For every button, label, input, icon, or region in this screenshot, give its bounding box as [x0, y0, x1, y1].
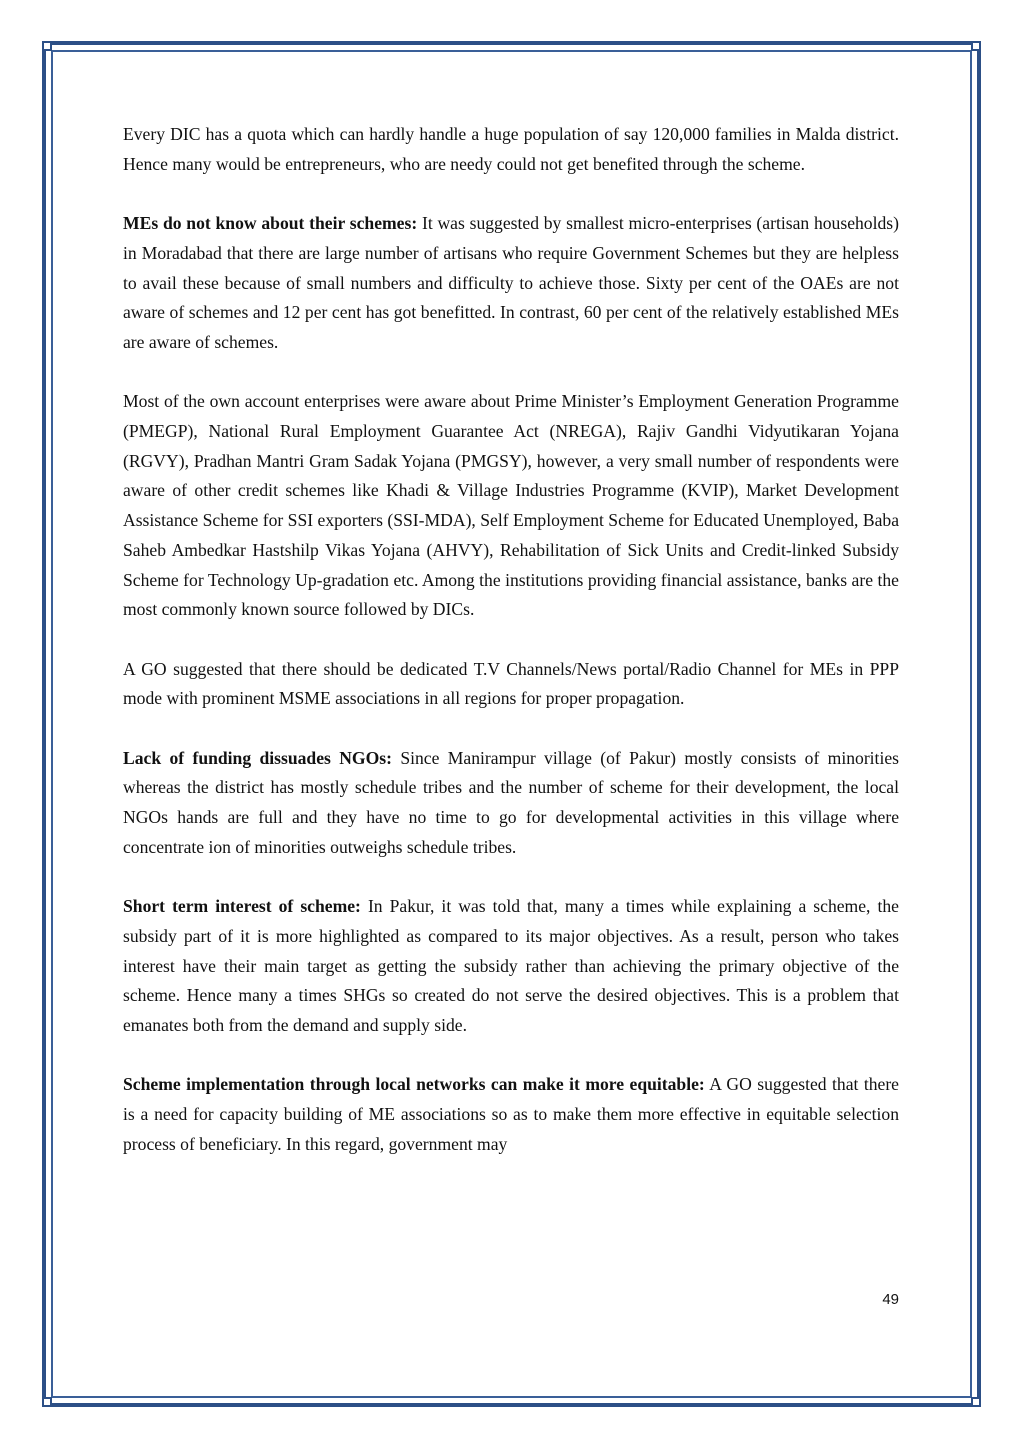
paragraph-go-suggestion-channels — [123, 655, 899, 714]
page-number: 49 — [882, 1291, 899, 1308]
paragraph-text: A GO suggested that there is a need for capacity building of ME associations so as to make them more effective in equitable selection process of beneficiary. In this regard, government may — [123, 1074, 899, 1154]
border-corner-bottom-left — [42, 1397, 52, 1407]
paragraph-mes-awareness — [123, 209, 899, 358]
paragraph-heading: Lack of funding dissuades NGOs: — [123, 747, 392, 768]
paragraph-own-account-enterprises — [123, 387, 899, 625]
paragraph-text: Since Manirampur village (of Pakur) mostly consists of minorities whereas the district has mostly schedule tribes and the number of scheme for their development, the local NGOs hands are full and they have no time to go for developmental activities in this village where concentrate ion of minorities outweighs schedule tribes. — [123, 747, 899, 857]
paragraph-lack-of-funding — [123, 744, 899, 863]
border-corner-top-right — [971, 41, 981, 51]
paragraph-text: Every DIC has a quota which can hardly handle a huge population of say 120,000 families in Malda district. Hence many would be entrepreneurs, who are needy could not get benefited through the scheme. — [123, 124, 899, 174]
paragraph-heading: Short term interest of scheme: — [123, 896, 361, 917]
paragraph-text: It was suggested by smallest micro-enterprises (artisan households) in Moradabad that there are large number of artisans who require Government Schemes but they are helpless to avail these because of small numbers and difficulty to achieve those. Sixty per cent of the OAEs are not aware of schemes and 12 per cent has got benefitted. In contrast, 60 per cent of the relatively established MEs are aware of schemes. — [123, 213, 899, 352]
document-body — [123, 120, 899, 1189]
paragraph-short-term-interest — [123, 892, 899, 1041]
paragraph-heading: Scheme implementation through local networks can make it more equitable: — [123, 1074, 705, 1095]
paragraph-heading: MEs do not know about their schemes: — [123, 213, 418, 234]
border-corner-top-left — [42, 41, 52, 51]
paragraph-dic-quota — [123, 120, 899, 179]
border-corner-bottom-right — [971, 1397, 981, 1407]
paragraph-text: Most of the own account enterprises were aware about Prime Minister’s Employment Generation Programme (PMEGP), National Rural Employment Guarantee Act (NREGA), Rajiv Gandhi Vidyutikaran Yojana (RGVY), Pradhan Mantri Gram Sadak Yojana (PMGSY), however, a very small number of respondents were aware of other credit schemes like Khadi & Village Industries Programme (KVIP), Market Development Assistance Scheme for SSI exporters (SSI-MDA), Self Employment Scheme for Educated Unemployed, Baba Saheb Ambedkar Hastshilp Vikas Yojana (AHVY), Rehabilitation of Sick Units and Credit-linked Subsidy Scheme for Technology Up-gradation etc. Among the institutions providing financial assistance, banks are the most commonly known source followed by DICs. — [123, 391, 899, 620]
paragraph-text: A GO suggested that there should be dedicated T.V Channels/News portal/Radio Channel for MEs in PPP mode with prominent MSME associations in all regions for proper propagation. — [123, 658, 899, 709]
paragraph-local-networks — [123, 1070, 899, 1159]
paragraph-text: In Pakur, it was told that, many a times while explaining a scheme, the subsidy part of it is more highlighted as compared to its major objectives. As a result, person who takes interest have their main target as getting the subsidy rather than achieving the primary objective of the scheme. Hence many a times SHGs so created do not serve the desired objectives. This is a problem that emanates both from the demand and supply side. — [123, 896, 899, 1036]
